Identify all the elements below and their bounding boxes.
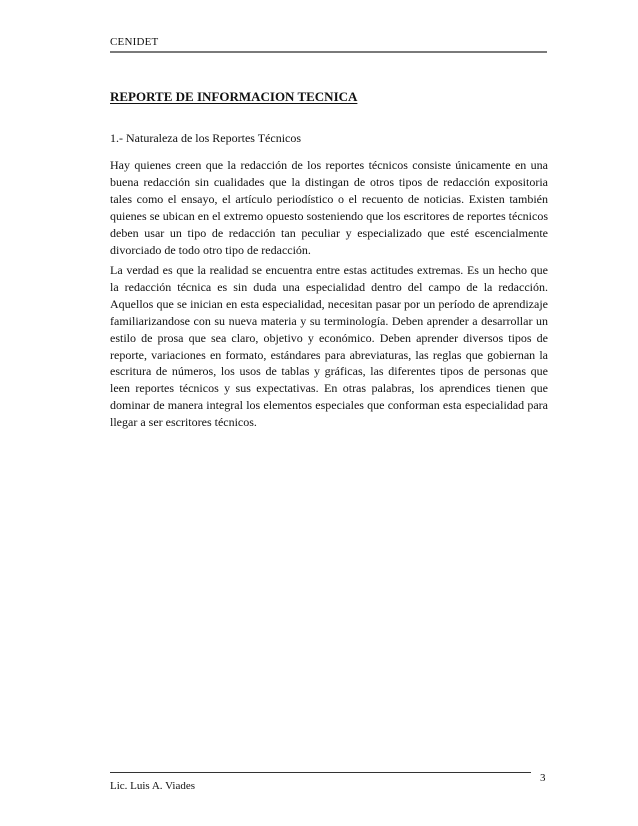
header-institution: CENIDET [110, 36, 159, 48]
footer-author: Lic. Luis A. Viades [110, 780, 195, 792]
footer-divider [110, 772, 531, 773]
body-paragraph-1: Hay quienes creen que la redacción de los reportes técnicos consiste únicamente en una buena redacción sin cualidades que la distingan de otros tipos de redacción expositoria tales como el ensayo, el artículo periodístico o el recuento de noticias. Existen también quienes se ubican en el extremo opuesto sosteniendo que los escritores de reportes técnicos deben usar un tipo de redacción tan peculiar y especializado que esté escencialmente divorciado de todo otro tipo de redacción. [110, 158, 548, 257]
document-title: REPORTE DE INFORMACION TECNICA [110, 89, 358, 104]
section-heading: 1.- Naturaleza de los Reportes Técnicos [110, 131, 302, 145]
page-number: 3 [540, 772, 546, 784]
header-divider [110, 51, 547, 53]
body-paragraph-2: La verdad es que la realidad se encuentra entre estas actitudes extremas. Es un hecho que la redacción técnica es sin duda una especialidad dentro del campo de la redacción. Aquellos que se inician en esta especialidad, necesitan pasar por un período de aprendizaje familiarizandose con su nueva materia y su terminología. Deben aprender a desarrollar un estilo de prosa que sea claro, objetivo y económico. Deben aprender diversos tipos de reporte, variaciones en formato, estándares para abreviaturas, las reglas que gobiernan la escritura de números, los usos de tablas y gráficas, las diferentes tipos de personas que leen reportes técnicos y sus expectativas. En otras palabras, los aprendices tienen que dominar de manera integral los elementos especiales que conforman esta especialidad para llegar a ser escritores técnicos. [110, 263, 548, 430]
